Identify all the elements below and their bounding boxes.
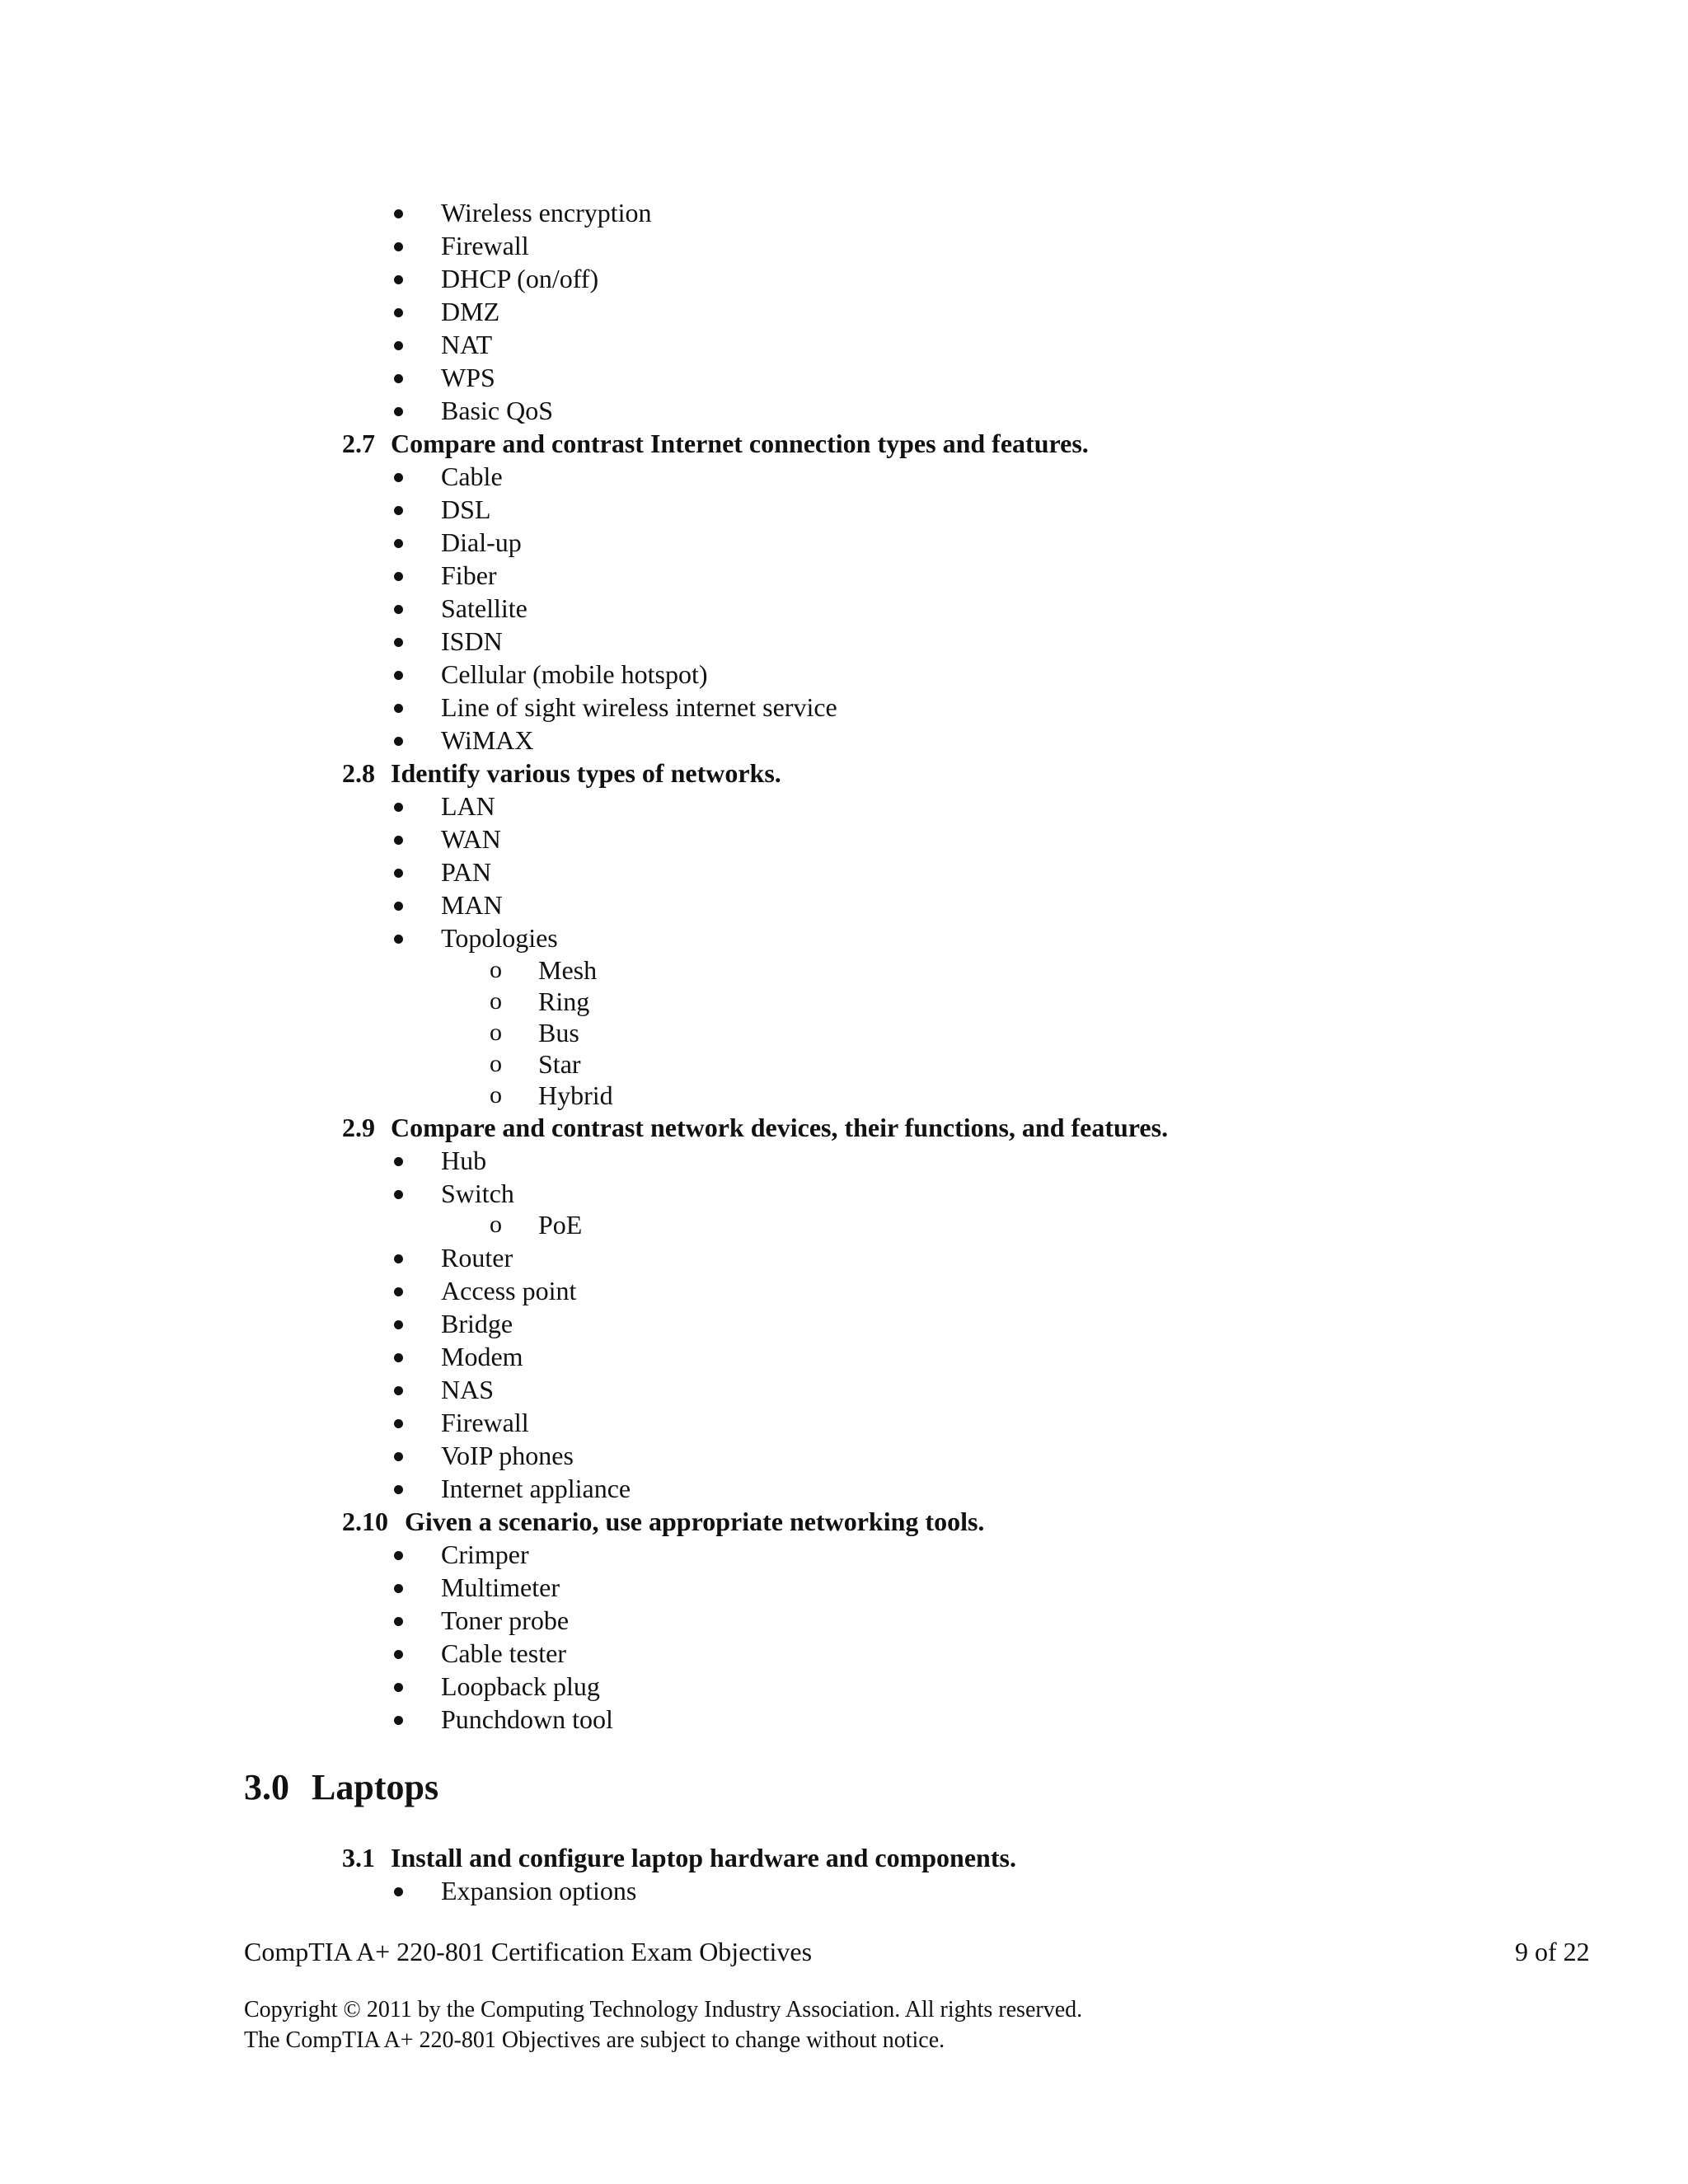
list-item: Modem — [441, 1342, 523, 1371]
bullet-icon — [394, 1254, 403, 1263]
bullet-icon — [394, 1287, 403, 1296]
bullet-icon — [394, 1584, 403, 1593]
objective-number: 2.9 — [342, 1113, 375, 1142]
bullet-icon — [394, 341, 403, 350]
bullet-icon — [394, 1157, 403, 1166]
bullet-icon — [394, 1650, 403, 1659]
bullet-icon — [394, 473, 403, 482]
circle-bullet-icon: o — [490, 1081, 502, 1108]
list-item: Basic QoS — [441, 396, 553, 425]
objective-heading: Install and configure laptop hardware and components. — [391, 1843, 1016, 1872]
circle-bullet-icon: o — [490, 956, 502, 983]
sub-list-item: PoE — [538, 1210, 583, 1240]
list-item: Expansion options — [441, 1876, 637, 1905]
bullet-icon — [394, 1551, 403, 1560]
bullet-icon — [394, 209, 403, 218]
list-item: Bridge — [441, 1309, 513, 1338]
objective-heading: Given a scenario, use appropriate networking tools. — [405, 1507, 985, 1536]
copyright-notice: Copyright © 2011 by the Computing Technology Industry Association. All rights reserved. — [244, 1997, 1083, 2022]
bullet-icon — [394, 1419, 403, 1428]
list-item: DMZ — [441, 297, 500, 326]
list-item: VoIP phones — [441, 1441, 574, 1470]
list-item: MAN — [441, 890, 503, 920]
list-item: Toner probe — [441, 1605, 570, 1635]
list-item: Firewall — [441, 231, 529, 260]
objective-number: 2.7 — [342, 429, 375, 458]
list-item: DSL — [441, 494, 491, 524]
bullet-icon — [394, 242, 403, 251]
list-item: Line of sight wireless internet service — [441, 692, 837, 722]
list-item: WAN — [441, 824, 501, 854]
bullet-icon — [394, 539, 403, 548]
section-number: 3.0 — [244, 1767, 289, 1807]
circle-bullet-icon: o — [490, 1019, 502, 1046]
list-item: Topologies — [441, 923, 558, 953]
bullet-icon — [394, 1190, 403, 1199]
list-item: Firewall — [441, 1408, 529, 1437]
list-item: Cellular (mobile hotspot) — [441, 659, 708, 689]
sub-list-item: Ring — [538, 987, 590, 1016]
section-title: Laptops — [312, 1767, 439, 1807]
list-item: Hub — [441, 1146, 487, 1175]
bullet-icon — [394, 836, 403, 845]
sub-list-item: Hybrid — [538, 1080, 613, 1110]
change-notice: The CompTIA A+ 220-801 Objectives are subject to change without notice. — [244, 2027, 945, 2053]
bullet-icon — [394, 1386, 403, 1395]
sub-list-item: Bus — [538, 1018, 579, 1047]
sub-list-item: Star — [538, 1049, 581, 1079]
bullet-icon — [394, 803, 403, 812]
bullet-icon — [394, 1887, 403, 1896]
bullet-icon — [394, 902, 403, 911]
sub-list-item: Mesh — [538, 955, 598, 985]
circle-bullet-icon: o — [490, 987, 502, 1015]
list-item: WiMAX — [441, 725, 534, 755]
list-item: Dial-up — [441, 527, 522, 557]
bullet-icon — [394, 638, 403, 647]
bullet-icon — [394, 275, 403, 284]
list-item: Cable tester — [441, 1638, 566, 1668]
list-item: NAS — [441, 1375, 495, 1404]
bullet-icon — [394, 1320, 403, 1329]
bullet-icon — [394, 935, 403, 944]
bullet-icon — [394, 374, 403, 383]
bullet-icon — [394, 506, 403, 515]
bullet-icon — [394, 1353, 403, 1362]
footer-title: CompTIA A+ 220-801 Certification Exam Objectives — [244, 1937, 813, 1966]
bullet-icon — [394, 1617, 403, 1626]
objective-number: 2.10 — [342, 1507, 388, 1536]
objective-heading: Compare and contrast network devices, their functions, and features. — [391, 1113, 1169, 1142]
list-item: PAN — [441, 857, 492, 887]
bullet-icon — [394, 407, 403, 416]
list-item: ISDN — [441, 626, 503, 656]
list-item: Internet appliance — [441, 1474, 631, 1503]
list-item: DHCP (on/off) — [441, 264, 599, 293]
bullet-icon — [394, 605, 403, 614]
list-item: Punchdown tool — [441, 1704, 613, 1734]
list-item: Switch — [441, 1179, 514, 1208]
objective-heading: Compare and contrast Internet connection types and features. — [391, 429, 1089, 458]
list-item: Loopback plug — [441, 1671, 600, 1701]
bullet-icon — [394, 737, 403, 746]
bullet-icon — [394, 1452, 403, 1461]
objective-number: 2.8 — [342, 758, 375, 788]
objective-number: 3.1 — [342, 1843, 375, 1872]
list-item: Cable — [441, 462, 503, 491]
bullet-icon — [394, 1683, 403, 1692]
circle-bullet-icon: o — [490, 1050, 502, 1077]
bullet-icon — [394, 572, 403, 581]
bullet-icon — [394, 704, 403, 713]
list-item: Wireless encryption — [441, 198, 652, 227]
bullet-icon — [394, 1485, 403, 1494]
list-item: WPS — [441, 363, 495, 392]
bullet-icon — [394, 671, 403, 680]
bullet-icon — [394, 1716, 403, 1725]
objective-heading: Identify various types of networks. — [391, 758, 781, 788]
list-item: LAN — [441, 791, 495, 821]
list-item: Access point — [441, 1276, 577, 1305]
list-item: Crimper — [441, 1540, 529, 1569]
list-item: Router — [441, 1243, 513, 1272]
list-item: Multimeter — [441, 1572, 560, 1602]
bullet-icon — [394, 869, 403, 878]
list-item: Satellite — [441, 593, 528, 623]
list-item: Fiber — [441, 560, 497, 590]
bullet-icon — [394, 308, 403, 317]
page-number: 9 of 22 — [1515, 1937, 1590, 1966]
list-item: NAT — [441, 330, 493, 359]
circle-bullet-icon: o — [490, 1211, 502, 1238]
